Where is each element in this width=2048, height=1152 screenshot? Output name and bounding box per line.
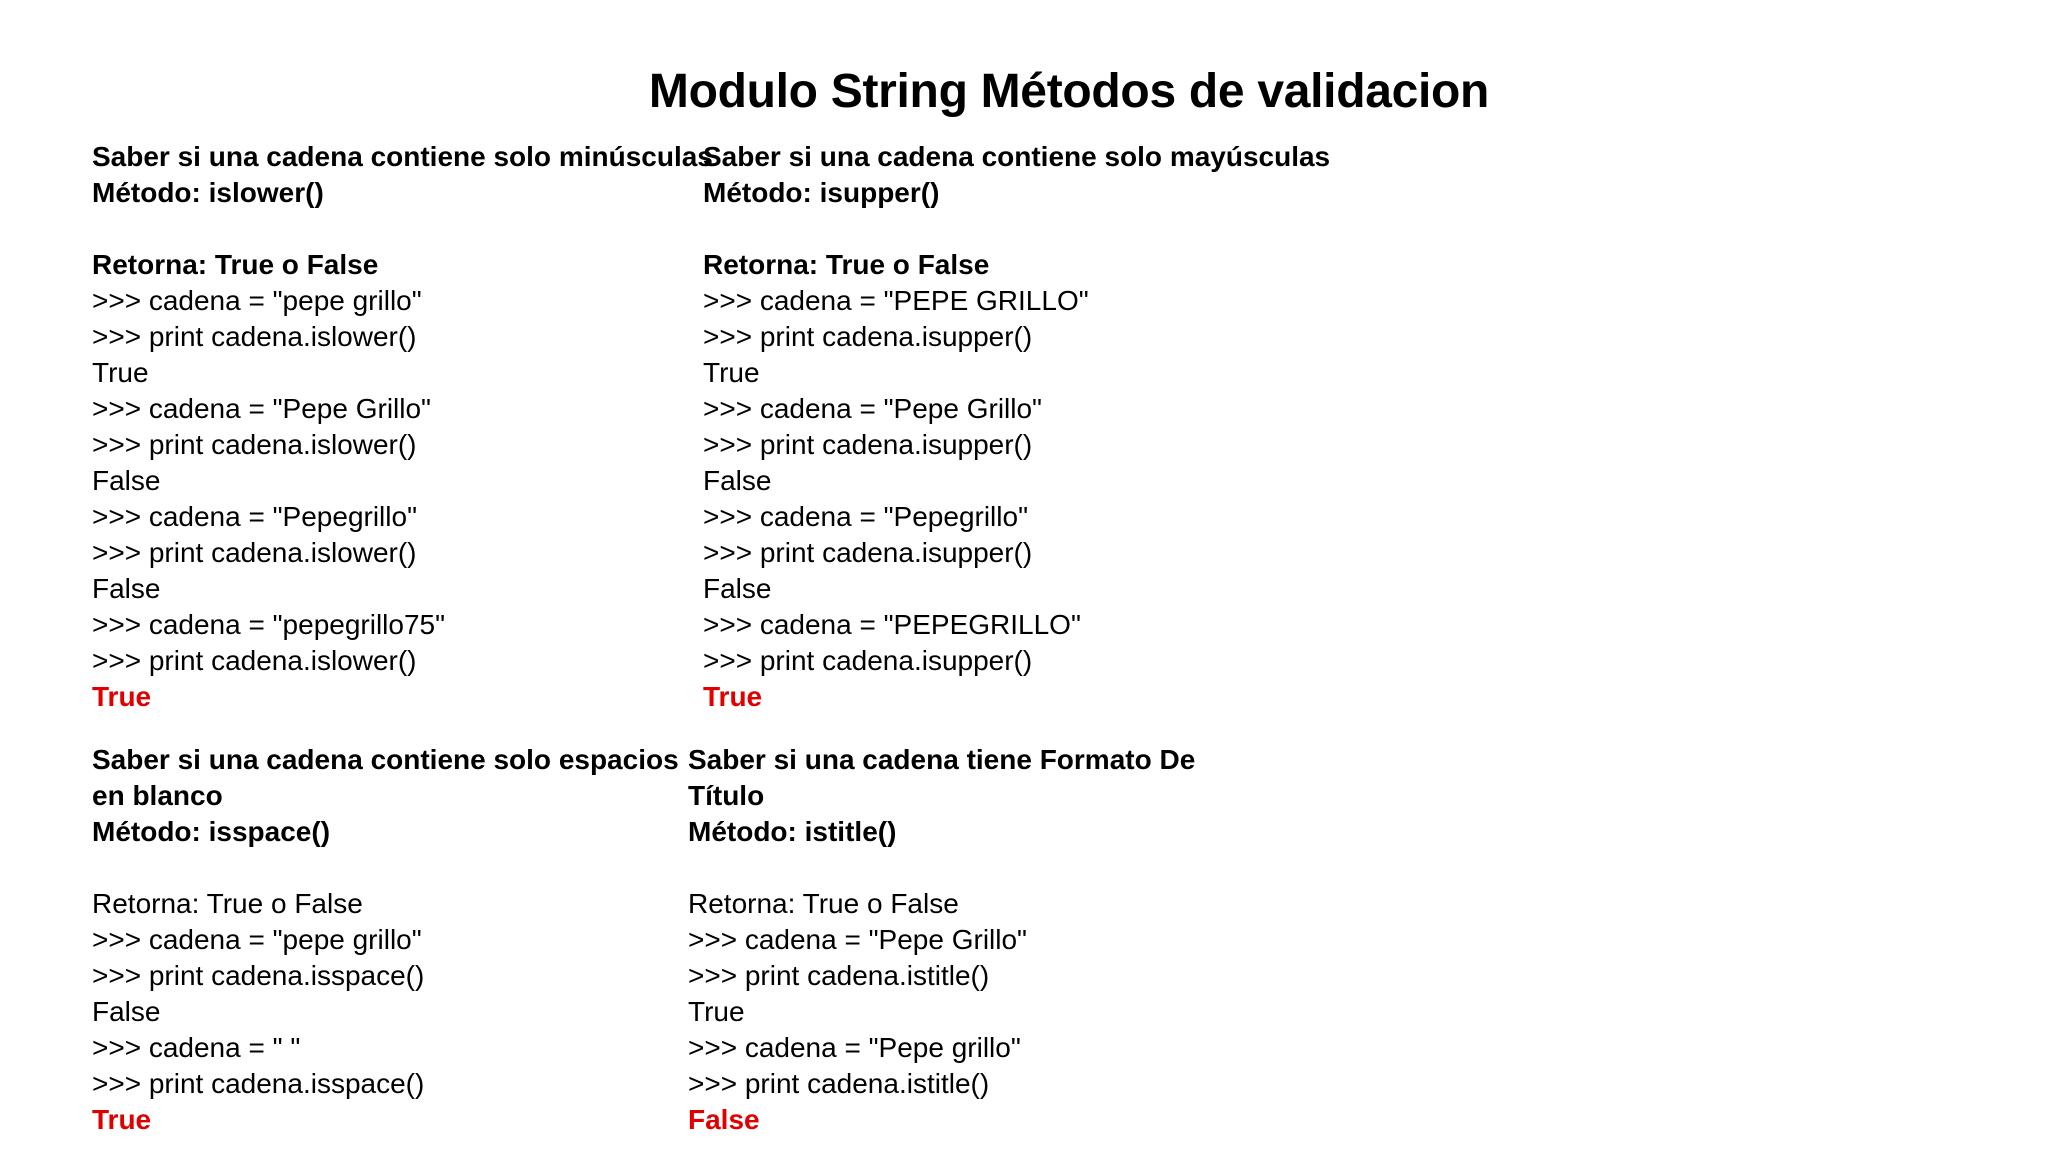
code-line: >>> cadena = "PEPEGRILLO" bbox=[703, 609, 1081, 640]
code-line: >>> cadena = "pepe grillo" bbox=[92, 924, 422, 955]
section-heading-cont: Título bbox=[688, 780, 765, 811]
method-name: Método: isspace() bbox=[92, 816, 331, 847]
method-name: Método: islower() bbox=[92, 177, 324, 208]
code-output: False bbox=[92, 573, 161, 604]
code-output: True bbox=[703, 357, 760, 388]
code-line: >>> cadena = " " bbox=[92, 1032, 301, 1063]
code-line: >>> print cadena.islower() bbox=[92, 321, 417, 352]
code-line: >>> cadena = "PEPE GRILLO" bbox=[703, 285, 1089, 316]
section-heading: Saber si una cadena tiene Formato De bbox=[688, 744, 1196, 775]
method-name: Método: isupper() bbox=[703, 177, 940, 208]
section-istitle bbox=[688, 742, 1195, 1138]
code-output: False bbox=[703, 465, 772, 496]
code-line: >>> print cadena.isspace() bbox=[92, 1068, 425, 1099]
code-line: >>> cadena = "Pepegrillo" bbox=[92, 501, 418, 532]
section-islower bbox=[92, 139, 713, 715]
code-line: >>> cadena = "Pepe Grillo" bbox=[92, 393, 431, 424]
code-line: >>> cadena = "Pepe grillo" bbox=[688, 1032, 1021, 1063]
code-line: >>> cadena = "Pepe Grillo" bbox=[688, 924, 1027, 955]
code-output: False bbox=[92, 465, 161, 496]
code-line: >>> print cadena.isupper() bbox=[703, 645, 1033, 676]
code-line: >>> print cadena.islower() bbox=[92, 537, 417, 568]
highlighted-result: True bbox=[703, 681, 763, 712]
code-line: >>> print cadena.isupper() bbox=[703, 537, 1033, 568]
code-output: True bbox=[688, 996, 745, 1027]
page-title: Modulo String Métodos de validacion bbox=[648, 65, 1490, 118]
highlighted-result: True bbox=[92, 681, 152, 712]
section-heading: Saber si una cadena contiene solo espacios bbox=[92, 744, 679, 775]
code-line: >>> cadena = "Pepegrillo" bbox=[703, 501, 1029, 532]
code-line: >>> cadena = "pepe grillo" bbox=[92, 285, 422, 316]
code-line: >>> cadena = "pepegrillo75" bbox=[92, 609, 446, 640]
code-output: False bbox=[92, 996, 161, 1027]
section-isspace bbox=[92, 742, 679, 1138]
returns-text: Retorna: True o False bbox=[92, 888, 363, 919]
code-line: >>> print cadena.isupper() bbox=[703, 321, 1033, 352]
code-line: >>> print cadena.islower() bbox=[92, 429, 417, 460]
code-line: >>> print cadena.islower() bbox=[92, 645, 417, 676]
code-line: >>> print cadena.isspace() bbox=[92, 960, 425, 991]
code-line: >>> print cadena.istitle() bbox=[688, 960, 990, 991]
code-output: False bbox=[703, 573, 772, 604]
returns-text: Retorna: True o False bbox=[688, 888, 959, 919]
section-heading-cont: en blanco bbox=[92, 780, 223, 811]
returns-text: Retorna: True o False bbox=[92, 249, 379, 280]
section-isupper bbox=[703, 139, 1330, 715]
highlighted-result: True bbox=[92, 1104, 152, 1135]
code-line: >>> print cadena.istitle() bbox=[688, 1068, 990, 1099]
method-name: Método: istitle() bbox=[688, 816, 897, 847]
returns-text: Retorna: True o False bbox=[703, 249, 990, 280]
code-line: >>> print cadena.isupper() bbox=[703, 429, 1033, 460]
code-line: >>> cadena = "Pepe Grillo" bbox=[703, 393, 1042, 424]
section-heading: Saber si una cadena contiene solo minúsculas bbox=[92, 141, 713, 172]
code-output: True bbox=[92, 357, 149, 388]
section-heading: Saber si una cadena contiene solo mayúsculas bbox=[703, 141, 1331, 172]
highlighted-result: False bbox=[688, 1104, 760, 1135]
